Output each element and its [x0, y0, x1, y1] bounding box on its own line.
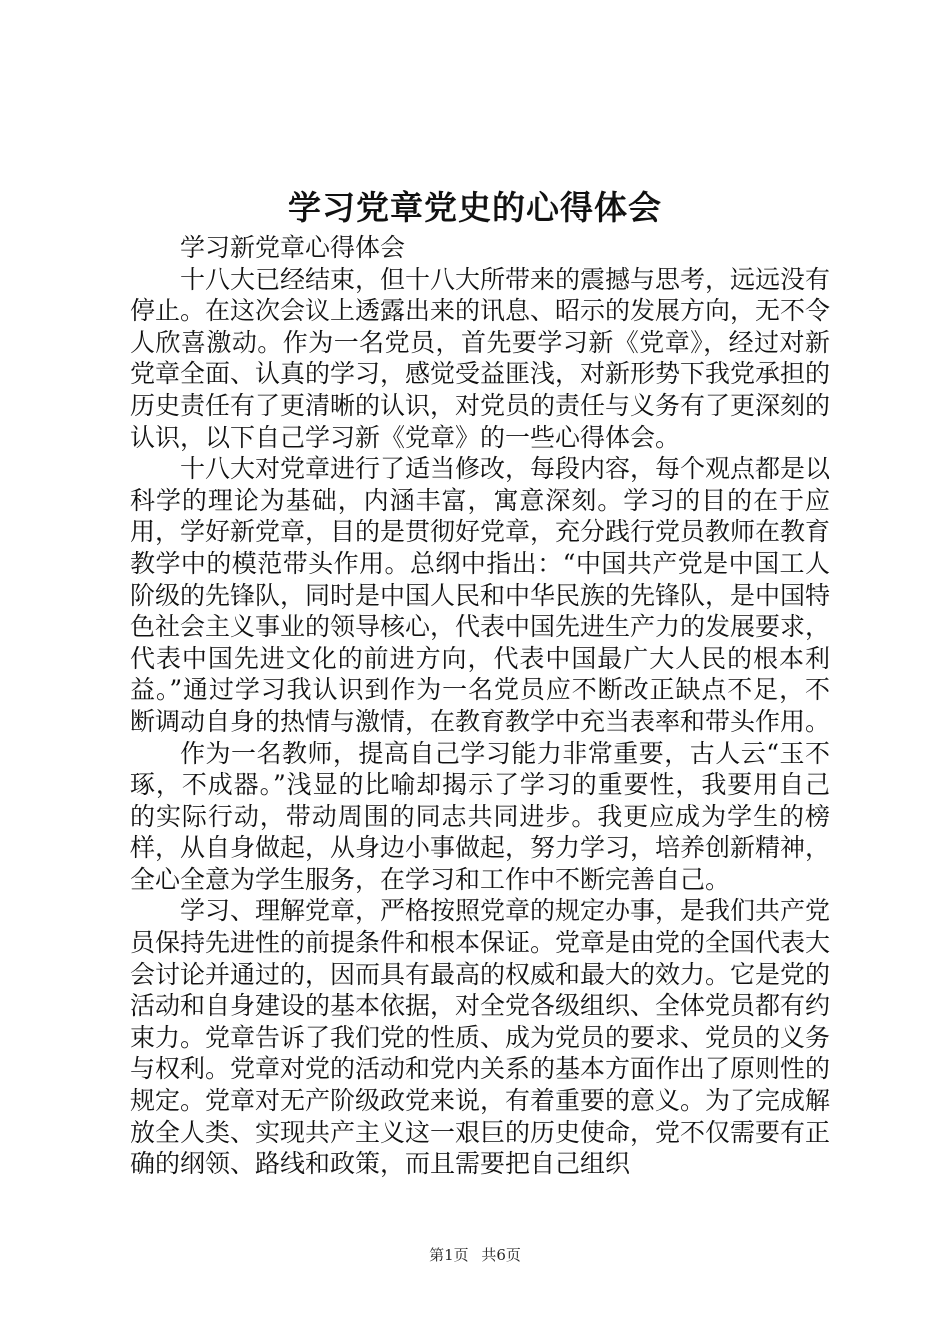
page-total: 共6页: [481, 1246, 521, 1264]
paragraph-2: 十八大对党章进行了适当修改，每段内容，每个观点都是以科学的理论为基础，内涵丰富，寓意深刻。学习的目的在于应用，学好新党章，目的是贯彻好党章，充分践行党员教师在教育教学中的模范带头作用。总纲中指出：“中国共产党是中国工人阶级的先锋队，同时是中国人民和中华民族的先锋队，是中国特色社会主义事业的领导核心，代表中国先进生产力的发展要求，代表中国先进文化的前进方向，代表中国最广大人民的根本利益。”通过学习我认识到作为一名党员应不断改正缺点不足，不断调动自身的热情与激情，在教育教学中充当表率和带头作用。: [130, 454, 831, 736]
document-title: 学习党章党史的心得体会: [288, 188, 662, 227]
paragraph-3: 作为一名教师，提高自己学习能力非常重要，古人云“玉不琢，不成器。”浅显的比喻却揭示了学习的重要性，我要用自己的实际行动，带动周围的同志共同进步。我更应成为学生的榜样，从自身做起，从身边小事做起，努力学习，培养创新精神，全心全意为学生服务，在学习和工作中不断完善自己。: [130, 738, 831, 894]
paragraph-1: 十八大已经结束，但十八大所带来的震撼与思考，远远没有停止。在这次会议上透露出来的讯息、昭示的发展方向，无不令人欣喜激动。作为一名党员，首先要学习新《党章》，经过对新党章全面、认真的学习，感觉受益匪浅，对新形势下我党承担的历史责任有了更清晰的认识，对党员的责任与义务有了更深刻的认识，以下自己学习新《党章》的一些心得体会。: [130, 264, 831, 452]
paragraph-4: 学习、理解党章，严格按照党章的规定办事，是我们共产党员保持先进性的前提条件和根本保证。党章是由党的全国代表大会讨论并通过的，因而具有最高的权威和最大的效力。它是党的活动和自身建设的基本依据，对全党各级组织、全体党员都有约束力。党章告诉了我们党的性质、成为党员的要求、党员的义务与权利。党章对党的活动和党内关系的基本方面作出了原则性的规定。党章对无产阶级政党来说，有着重要的意义。为了完成解放全人类、实现共产主义这一艰巨的历史使命，党不仅需要有正确的纲领、路线和政策，而且需要把自己组织: [130, 896, 831, 1179]
document-body: [130, 232, 830, 1180]
document-subtitle: 学习新党章心得体会: [180, 233, 406, 262]
page-footer: [0, 1245, 950, 1265]
page-number: 第1页: [429, 1246, 469, 1264]
